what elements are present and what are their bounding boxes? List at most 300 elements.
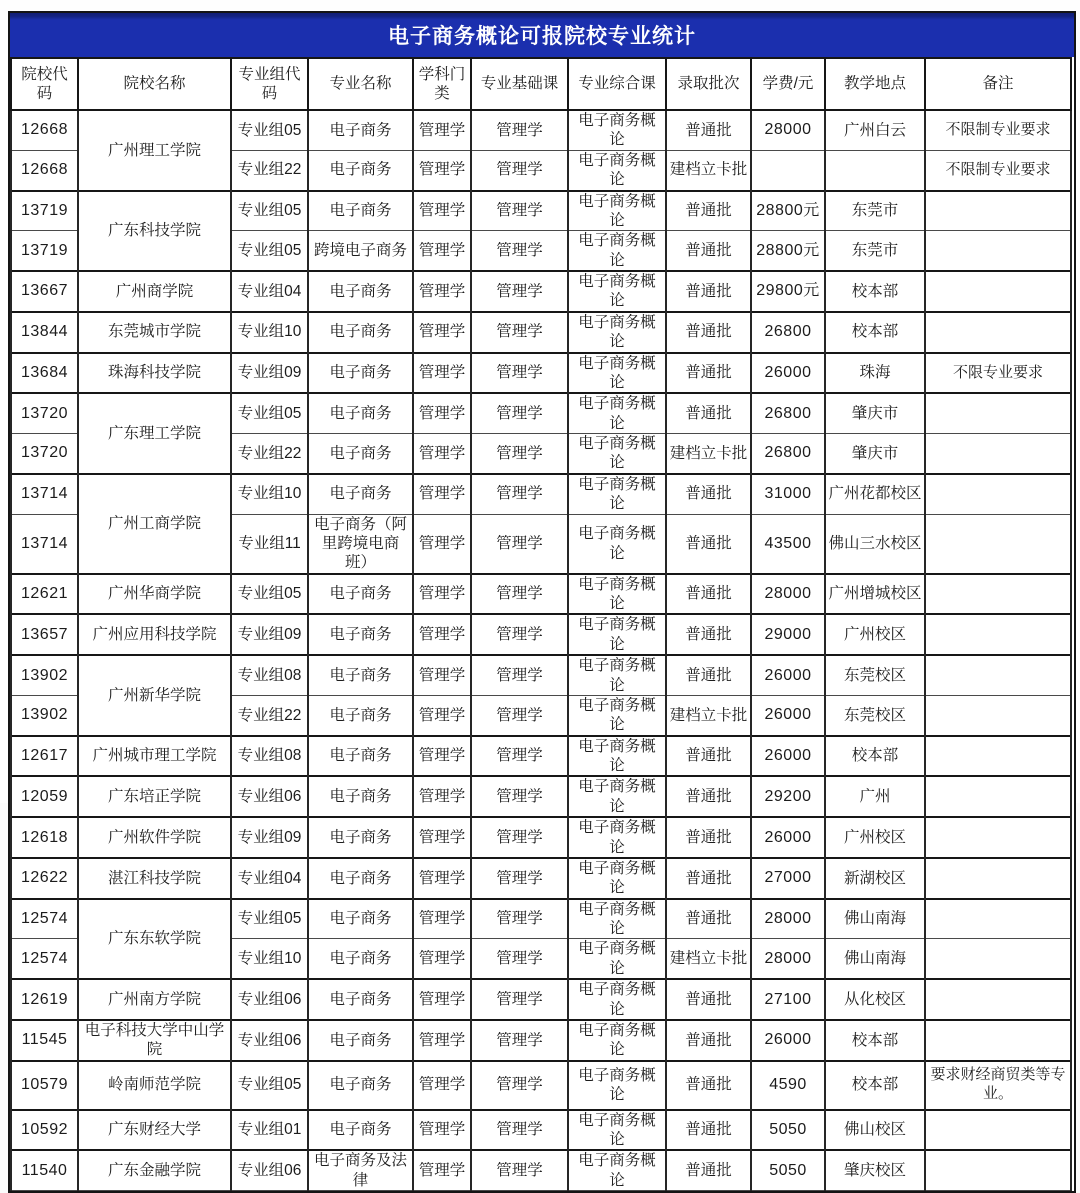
cell-group-code: 专业组05 <box>231 1061 308 1110</box>
cell-tuition: 5050 <box>751 1150 825 1190</box>
cell-admission-batch: 普通批 <box>666 393 751 433</box>
table-row <box>11 776 1071 817</box>
cell-discipline: 管理学 <box>413 736 471 777</box>
cell-admission-batch: 普通批 <box>666 474 751 514</box>
cell-tuition: 26000 <box>751 1020 825 1061</box>
cell-tuition: 27100 <box>751 979 825 1020</box>
cell-admission-batch: 普通批 <box>666 1110 751 1151</box>
table-row <box>11 817 1071 858</box>
cell-major-name: 电子商务 <box>308 312 413 353</box>
cell-major-name: 电子商务 <box>308 695 413 735</box>
cell-group-code: 专业组10 <box>231 474 308 514</box>
cell-discipline: 管理学 <box>413 1110 471 1151</box>
cell-college-name: 广东财经大学 <box>78 1110 231 1151</box>
cell-foundation-course: 管理学 <box>471 1020 568 1061</box>
cell-comprehensive-course: 电子商务概论 <box>568 514 666 574</box>
cell-note <box>925 1150 1071 1190</box>
cell-major-name: 电子商务（阿里跨境电商班） <box>308 514 413 574</box>
cell-code: 13667 <box>11 271 78 312</box>
cell-foundation-course: 管理学 <box>471 1061 568 1110</box>
table-row <box>11 191 1071 231</box>
cell-location: 佛山南海 <box>825 939 925 979</box>
table-row <box>11 655 1071 695</box>
table-row <box>11 1110 1071 1151</box>
table-row <box>11 1020 1071 1061</box>
cell-group-code: 专业组05 <box>231 899 308 939</box>
cell-admission-batch: 普通批 <box>666 110 751 150</box>
cell-tuition: 26000 <box>751 695 825 735</box>
cell-admission-batch: 普通批 <box>666 899 751 939</box>
cell-foundation-course: 管理学 <box>471 271 568 312</box>
cell-college-name: 广州工商学院 <box>78 474 231 574</box>
cell-college-name: 广州新华学院 <box>78 655 231 736</box>
cell-discipline: 管理学 <box>413 858 471 899</box>
cell-code: 12618 <box>11 817 78 858</box>
cell-discipline: 管理学 <box>413 474 471 514</box>
cell-discipline: 管理学 <box>413 574 471 615</box>
cell-group-code: 专业组09 <box>231 817 308 858</box>
cell-tuition: 5050 <box>751 1110 825 1151</box>
cell-major-name: 电子商务 <box>308 574 413 615</box>
cell-group-code: 专业组05 <box>231 231 308 271</box>
cell-discipline: 管理学 <box>413 1020 471 1061</box>
cell-foundation-course: 管理学 <box>471 614 568 655</box>
cell-note <box>925 231 1071 271</box>
cell-foundation-course: 管理学 <box>471 231 568 271</box>
cell-location: 佛山三水校区 <box>825 514 925 574</box>
cell-location: 东莞校区 <box>825 655 925 695</box>
table-row <box>11 736 1071 777</box>
cell-tuition: 26800 <box>751 312 825 353</box>
cell-major-name: 电子商务 <box>308 191 413 231</box>
cell-code: 11540 <box>11 1150 78 1190</box>
colleges-majors-table <box>10 57 1072 1191</box>
cell-admission-batch: 普通批 <box>666 231 751 271</box>
cell-admission-batch: 建档立卡批 <box>666 939 751 979</box>
cell-tuition: 29200 <box>751 776 825 817</box>
cell-group-code: 专业组05 <box>231 110 308 150</box>
table-title: 电子商务概论可报院校专业统计 <box>10 13 1074 57</box>
cell-location: 校本部 <box>825 271 925 312</box>
cell-discipline: 管理学 <box>413 979 471 1020</box>
cell-admission-batch: 普通批 <box>666 776 751 817</box>
cell-admission-batch: 建档立卡批 <box>666 150 751 190</box>
table-row <box>11 393 1071 433</box>
cell-note <box>925 736 1071 777</box>
cell-location: 肇庆市 <box>825 393 925 433</box>
cell-college-name: 电子科技大学中山学院 <box>78 1020 231 1061</box>
cell-discipline: 管理学 <box>413 271 471 312</box>
cell-admission-batch: 普通批 <box>666 817 751 858</box>
table-header <box>11 58 1071 110</box>
cell-comprehensive-course: 电子商务概论 <box>568 655 666 695</box>
cell-foundation-course: 管理学 <box>471 817 568 858</box>
cell-discipline: 管理学 <box>413 434 471 474</box>
table-row <box>11 1061 1071 1110</box>
cell-group-code: 专业组06 <box>231 1020 308 1061</box>
cell-comprehensive-course: 电子商务概论 <box>568 817 666 858</box>
cell-discipline: 管理学 <box>413 393 471 433</box>
cell-group-code: 专业组06 <box>231 776 308 817</box>
cell-location: 广州校区 <box>825 614 925 655</box>
cell-comprehensive-course: 电子商务概论 <box>568 1061 666 1110</box>
cell-code: 12059 <box>11 776 78 817</box>
cell-discipline: 管理学 <box>413 655 471 695</box>
cell-foundation-course: 管理学 <box>471 150 568 190</box>
cell-location: 校本部 <box>825 312 925 353</box>
cell-note: 不限制专业要求 <box>925 150 1071 190</box>
cell-note <box>925 614 1071 655</box>
cell-location: 佛山校区 <box>825 1110 925 1151</box>
cell-comprehensive-course: 电子商务概论 <box>568 353 666 394</box>
cell-discipline: 管理学 <box>413 353 471 394</box>
cell-major-name: 电子商务 <box>308 939 413 979</box>
cell-major-name: 电子商务 <box>308 979 413 1020</box>
cell-college-name: 珠海科技学院 <box>78 353 231 394</box>
cell-comprehensive-course: 电子商务概论 <box>568 110 666 150</box>
cell-foundation-course: 管理学 <box>471 110 568 150</box>
cell-admission-batch: 普通批 <box>666 1020 751 1061</box>
cell-foundation-course: 管理学 <box>471 776 568 817</box>
cell-group-code: 专业组04 <box>231 271 308 312</box>
cell-discipline: 管理学 <box>413 191 471 231</box>
cell-code: 13719 <box>11 231 78 271</box>
cell-college-name: 湛江科技学院 <box>78 858 231 899</box>
cell-group-code: 专业组11 <box>231 514 308 574</box>
cell-admission-batch: 普通批 <box>666 1061 751 1110</box>
cell-group-code: 专业组22 <box>231 695 308 735</box>
cell-group-code: 专业组05 <box>231 191 308 231</box>
cell-note <box>925 474 1071 514</box>
cell-foundation-course: 管理学 <box>471 514 568 574</box>
cell-tuition: 29000 <box>751 614 825 655</box>
cell-note <box>925 1110 1071 1151</box>
cell-note <box>925 1020 1071 1061</box>
cell-foundation-course: 管理学 <box>471 1150 568 1190</box>
cell-foundation-course: 管理学 <box>471 655 568 695</box>
cell-foundation-course: 管理学 <box>471 574 568 615</box>
cell-college-name: 广东理工学院 <box>78 393 231 474</box>
statistics-table-container <box>8 11 1076 1193</box>
cell-discipline: 管理学 <box>413 231 471 271</box>
cell-note <box>925 434 1071 474</box>
cell-tuition: 28000 <box>751 899 825 939</box>
cell-tuition: 27000 <box>751 858 825 899</box>
cell-comprehensive-course: 电子商务概论 <box>568 231 666 271</box>
cell-college-name: 广州华商学院 <box>78 574 231 615</box>
cell-group-code: 专业组06 <box>231 1150 308 1190</box>
cell-comprehensive-course: 电子商务概论 <box>568 1150 666 1190</box>
cell-tuition <box>751 150 825 190</box>
cell-admission-batch: 普通批 <box>666 574 751 615</box>
cell-major-name: 电子商务 <box>308 1020 413 1061</box>
cell-location: 东莞市 <box>825 231 925 271</box>
cell-foundation-course: 管理学 <box>471 393 568 433</box>
col-header: 教学地点 <box>825 58 925 110</box>
cell-college-name: 广州城市理工学院 <box>78 736 231 777</box>
cell-major-name: 电子商务 <box>308 1110 413 1151</box>
cell-major-name: 跨境电子商务 <box>308 231 413 271</box>
cell-tuition: 43500 <box>751 514 825 574</box>
col-header: 专业综合课 <box>568 58 666 110</box>
cell-code: 13657 <box>11 614 78 655</box>
col-header: 备注 <box>925 58 1071 110</box>
header-row <box>11 58 1071 110</box>
cell-major-name: 电子商务 <box>308 1061 413 1110</box>
cell-group-code: 专业组04 <box>231 858 308 899</box>
col-header: 专业基础课 <box>471 58 568 110</box>
cell-admission-batch: 建档立卡批 <box>666 695 751 735</box>
cell-group-code: 专业组09 <box>231 353 308 394</box>
cell-code: 13719 <box>11 191 78 231</box>
cell-foundation-course: 管理学 <box>471 312 568 353</box>
cell-comprehensive-course: 电子商务概论 <box>568 150 666 190</box>
cell-tuition: 26800 <box>751 393 825 433</box>
cell-location: 肇庆市 <box>825 434 925 474</box>
cell-code: 12668 <box>11 110 78 150</box>
cell-foundation-course: 管理学 <box>471 979 568 1020</box>
cell-location: 新湖校区 <box>825 858 925 899</box>
cell-admission-batch: 普通批 <box>666 614 751 655</box>
cell-major-name: 电子商务及法律 <box>308 1150 413 1190</box>
cell-comprehensive-course: 电子商务概论 <box>568 574 666 615</box>
cell-comprehensive-course: 电子商务概论 <box>568 1020 666 1061</box>
cell-foundation-course: 管理学 <box>471 191 568 231</box>
cell-code: 13844 <box>11 312 78 353</box>
cell-code: 12619 <box>11 979 78 1020</box>
cell-location: 校本部 <box>825 1020 925 1061</box>
cell-foundation-course: 管理学 <box>471 474 568 514</box>
cell-major-name: 电子商务 <box>308 736 413 777</box>
table-row <box>11 474 1071 514</box>
cell-code: 13714 <box>11 514 78 574</box>
cell-note: 不限制专业要求 <box>925 110 1071 150</box>
cell-location: 从化校区 <box>825 979 925 1020</box>
cell-discipline: 管理学 <box>413 695 471 735</box>
col-header: 学科门类 <box>413 58 471 110</box>
cell-location: 东莞市 <box>825 191 925 231</box>
cell-note <box>925 858 1071 899</box>
cell-comprehensive-course: 电子商务概论 <box>568 474 666 514</box>
cell-code: 12574 <box>11 939 78 979</box>
cell-admission-batch: 普通批 <box>666 514 751 574</box>
cell-admission-batch: 普通批 <box>666 655 751 695</box>
cell-major-name: 电子商务 <box>308 150 413 190</box>
cell-comprehensive-course: 电子商务概论 <box>568 191 666 231</box>
cell-note: 不限专业要求 <box>925 353 1071 394</box>
cell-note <box>925 695 1071 735</box>
cell-location <box>825 150 925 190</box>
cell-foundation-course: 管理学 <box>471 939 568 979</box>
cell-comprehensive-course: 电子商务概论 <box>568 271 666 312</box>
cell-tuition: 26000 <box>751 655 825 695</box>
cell-tuition: 26000 <box>751 736 825 777</box>
cell-code: 12621 <box>11 574 78 615</box>
col-header: 专业组代码 <box>231 58 308 110</box>
cell-college-name: 东莞城市学院 <box>78 312 231 353</box>
cell-comprehensive-course: 电子商务概论 <box>568 312 666 353</box>
cell-discipline: 管理学 <box>413 514 471 574</box>
cell-location: 广州校区 <box>825 817 925 858</box>
cell-group-code: 专业组08 <box>231 655 308 695</box>
cell-admission-batch: 普通批 <box>666 191 751 231</box>
cell-comprehensive-course: 电子商务概论 <box>568 899 666 939</box>
cell-tuition: 26000 <box>751 817 825 858</box>
cell-admission-batch: 普通批 <box>666 979 751 1020</box>
cell-comprehensive-course: 电子商务概论 <box>568 939 666 979</box>
cell-group-code: 专业组22 <box>231 434 308 474</box>
cell-foundation-course: 管理学 <box>471 899 568 939</box>
cell-major-name: 电子商务 <box>308 110 413 150</box>
cell-discipline: 管理学 <box>413 312 471 353</box>
cell-note <box>925 655 1071 695</box>
table-row <box>11 614 1071 655</box>
cell-note <box>925 271 1071 312</box>
cell-code: 13714 <box>11 474 78 514</box>
cell-discipline: 管理学 <box>413 1150 471 1190</box>
cell-location: 广州白云 <box>825 110 925 150</box>
cell-admission-batch: 普通批 <box>666 353 751 394</box>
cell-college-name: 广东科技学院 <box>78 191 231 272</box>
cell-discipline: 管理学 <box>413 1061 471 1110</box>
cell-discipline: 管理学 <box>413 776 471 817</box>
cell-note <box>925 817 1071 858</box>
cell-college-name: 广州理工学院 <box>78 110 231 191</box>
cell-admission-batch: 普通批 <box>666 271 751 312</box>
cell-code: 13720 <box>11 434 78 474</box>
cell-code: 13720 <box>11 393 78 433</box>
cell-location: 佛山南海 <box>825 899 925 939</box>
table-row <box>11 271 1071 312</box>
cell-comprehensive-course: 电子商务概论 <box>568 736 666 777</box>
cell-group-code: 专业组10 <box>231 312 308 353</box>
cell-group-code: 专业组08 <box>231 736 308 777</box>
cell-discipline: 管理学 <box>413 899 471 939</box>
cell-major-name: 电子商务 <box>308 899 413 939</box>
table-row <box>11 574 1071 615</box>
cell-admission-batch: 普通批 <box>666 1150 751 1190</box>
cell-comprehensive-course: 电子商务概论 <box>568 858 666 899</box>
table-body <box>11 110 1071 1191</box>
cell-admission-batch: 普通批 <box>666 736 751 777</box>
cell-group-code: 专业组09 <box>231 614 308 655</box>
cell-code: 10579 <box>11 1061 78 1110</box>
cell-major-name: 电子商务 <box>308 474 413 514</box>
cell-group-code: 专业组05 <box>231 574 308 615</box>
col-header: 院校名称 <box>78 58 231 110</box>
cell-admission-batch: 普通批 <box>666 858 751 899</box>
cell-tuition: 26000 <box>751 353 825 394</box>
cell-location: 广州增城校区 <box>825 574 925 615</box>
cell-comprehensive-course: 电子商务概论 <box>568 434 666 474</box>
cell-discipline: 管理学 <box>413 614 471 655</box>
cell-comprehensive-course: 电子商务概论 <box>568 695 666 735</box>
cell-college-name: 广州商学院 <box>78 271 231 312</box>
cell-major-name: 电子商务 <box>308 353 413 394</box>
cell-foundation-course: 管理学 <box>471 434 568 474</box>
cell-college-name: 岭南师范学院 <box>78 1061 231 1110</box>
table-row <box>11 353 1071 394</box>
cell-code: 12574 <box>11 899 78 939</box>
cell-location: 校本部 <box>825 1061 925 1110</box>
table-row <box>11 1150 1071 1190</box>
cell-code: 13684 <box>11 353 78 394</box>
cell-foundation-course: 管理学 <box>471 353 568 394</box>
cell-code: 13902 <box>11 655 78 695</box>
cell-note <box>925 191 1071 231</box>
table-row <box>11 899 1071 939</box>
cell-college-name: 广东东软学院 <box>78 899 231 980</box>
cell-note <box>925 312 1071 353</box>
cell-comprehensive-course: 电子商务概论 <box>568 1110 666 1151</box>
cell-note <box>925 393 1071 433</box>
cell-admission-batch: 建档立卡批 <box>666 434 751 474</box>
cell-tuition: 31000 <box>751 474 825 514</box>
cell-discipline: 管理学 <box>413 939 471 979</box>
cell-foundation-course: 管理学 <box>471 736 568 777</box>
col-header: 录取批次 <box>666 58 751 110</box>
cell-comprehensive-course: 电子商务概论 <box>568 393 666 433</box>
cell-tuition: 28000 <box>751 574 825 615</box>
cell-note <box>925 899 1071 939</box>
cell-note <box>925 776 1071 817</box>
cell-college-name: 广州南方学院 <box>78 979 231 1020</box>
cell-location: 珠海 <box>825 353 925 394</box>
cell-college-name: 广州应用科技学院 <box>78 614 231 655</box>
cell-group-code: 专业组05 <box>231 393 308 433</box>
cell-major-name: 电子商务 <box>308 614 413 655</box>
col-header: 院校代码 <box>11 58 78 110</box>
cell-major-name: 电子商务 <box>308 393 413 433</box>
cell-major-name: 电子商务 <box>308 271 413 312</box>
cell-comprehensive-course: 电子商务概论 <box>568 979 666 1020</box>
cell-note <box>925 574 1071 615</box>
cell-tuition: 28000 <box>751 939 825 979</box>
col-header: 专业名称 <box>308 58 413 110</box>
cell-foundation-course: 管理学 <box>471 695 568 735</box>
cell-code: 12617 <box>11 736 78 777</box>
cell-tuition: 28800元 <box>751 231 825 271</box>
cell-comprehensive-course: 电子商务概论 <box>568 614 666 655</box>
table-row <box>11 858 1071 899</box>
cell-college-name: 广东金融学院 <box>78 1150 231 1190</box>
cell-group-code: 专业组01 <box>231 1110 308 1151</box>
cell-group-code: 专业组10 <box>231 939 308 979</box>
cell-major-name: 电子商务 <box>308 817 413 858</box>
cell-code: 12668 <box>11 150 78 190</box>
cell-major-name: 电子商务 <box>308 655 413 695</box>
cell-discipline: 管理学 <box>413 817 471 858</box>
cell-note: 要求财经商贸类等专业。 <box>925 1061 1071 1110</box>
cell-location: 校本部 <box>825 736 925 777</box>
cell-location: 肇庆校区 <box>825 1150 925 1190</box>
cell-tuition: 29800元 <box>751 271 825 312</box>
cell-location: 广州 <box>825 776 925 817</box>
table-row <box>11 110 1071 150</box>
cell-note <box>925 514 1071 574</box>
cell-tuition: 4590 <box>751 1061 825 1110</box>
cell-code: 12622 <box>11 858 78 899</box>
cell-discipline: 管理学 <box>413 150 471 190</box>
cell-foundation-course: 管理学 <box>471 1110 568 1151</box>
cell-code: 13902 <box>11 695 78 735</box>
cell-discipline: 管理学 <box>413 110 471 150</box>
cell-group-code: 专业组22 <box>231 150 308 190</box>
cell-tuition: 28000 <box>751 110 825 150</box>
cell-comprehensive-course: 电子商务概论 <box>568 776 666 817</box>
cell-foundation-course: 管理学 <box>471 858 568 899</box>
cell-location: 广州花都校区 <box>825 474 925 514</box>
